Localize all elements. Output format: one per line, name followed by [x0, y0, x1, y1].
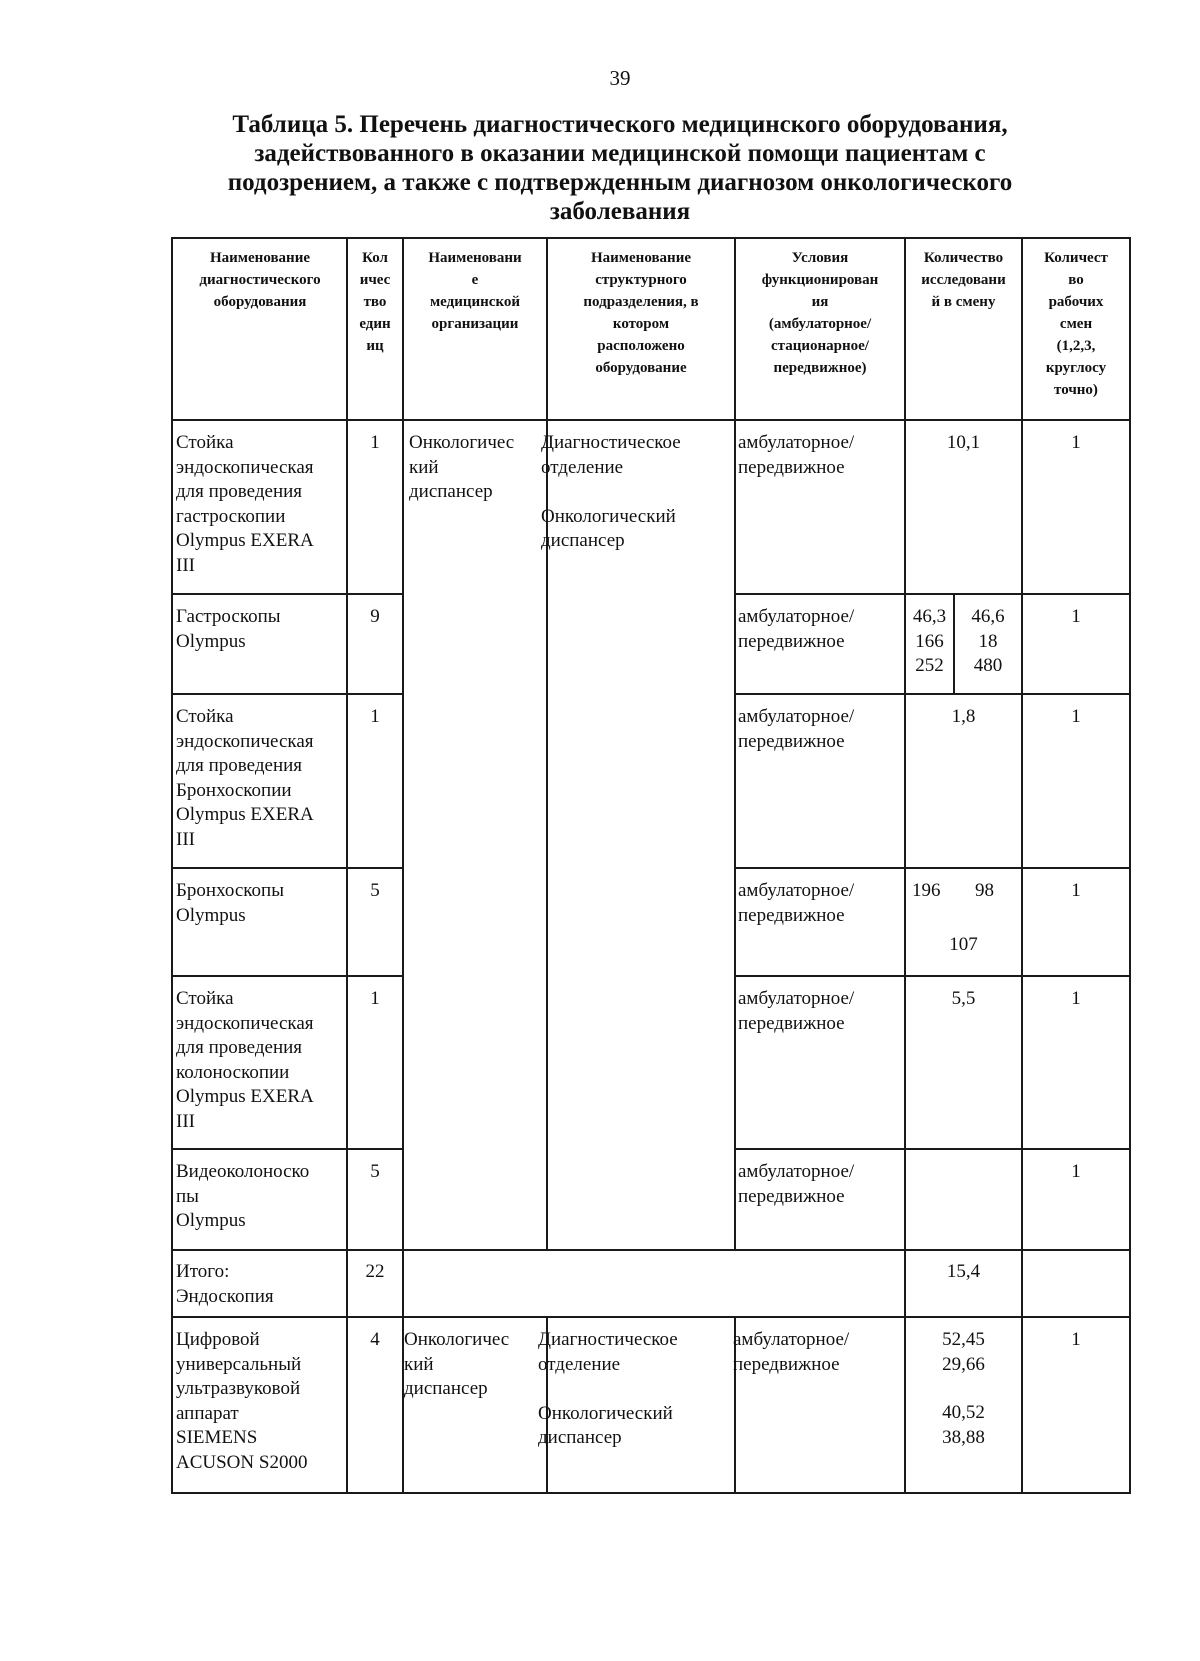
total-quantity: 22: [365, 1261, 385, 1282]
header-quantity: Кол ичес тво един иц: [359, 250, 391, 354]
row-3-shifts: 1: [1071, 706, 1081, 727]
row-2-quantity: 9: [370, 606, 380, 627]
row-5-conditions: амбулаторное/ передвижное: [738, 988, 855, 1034]
row-separator: [171, 693, 402, 695]
column-separator: [346, 237, 348, 1494]
row-separator: [171, 1148, 402, 1150]
row-separator: [171, 1316, 1131, 1318]
row-separator: [734, 693, 1131, 695]
row-5-shifts: 1: [1071, 988, 1081, 1009]
row-separator: [734, 867, 1131, 869]
title-line-2: задействованного в оказании медицинской помощи пациентам с: [254, 140, 986, 167]
row-1-studies: 10,1: [946, 432, 981, 453]
row-1-equipment: Стойка эндоскопическая для проведения гастроскопии Olympus EXERA III: [176, 432, 314, 576]
ultrasound-studies-top: 52,45 29,66: [942, 1329, 985, 1375]
row-2-studies-left: 46,3 166 252: [912, 606, 947, 676]
table-border-top: [171, 237, 1131, 239]
column-separator: [734, 237, 736, 1251]
row-separator: [171, 593, 402, 595]
row-separator: [171, 1249, 1131, 1251]
title-line-4: заболевания: [549, 198, 691, 225]
row-1-shifts: 1: [1071, 432, 1081, 453]
table-title: [165, 110, 1075, 226]
row-4-shifts: 1: [1071, 880, 1081, 901]
row-1-conditions: амбулаторное/ передвижное: [738, 432, 855, 478]
row-separator: [171, 867, 402, 869]
table-border-bottom: [171, 1492, 1131, 1494]
ultrasound-structural-unit: Диагностическое отделение Онкологический диспансер: [538, 1329, 678, 1448]
total-studies: 15,4: [946, 1261, 981, 1282]
ultrasound-equipment: Цифровой универсальный ультразвуковой аппарат SIEMENS ACUSON S2000: [176, 1329, 308, 1473]
row-2-studies-right: 46,6 18 480: [971, 606, 1005, 676]
header-organization: Наименовани е медицинской организации: [428, 250, 522, 332]
ultrasound-studies-bottom: 40,52 38,88: [942, 1402, 985, 1448]
row-3-conditions: амбулаторное/ передвижное: [738, 706, 855, 752]
total-label: Итого: Эндоскопия: [176, 1261, 274, 1307]
row-4-studies-a: 196: [912, 880, 941, 901]
header-shifts: Количест во рабочих смен (1,2,3, круглосу точно): [1044, 250, 1108, 398]
row-2-conditions: амбулаторное/ передвижное: [738, 606, 855, 652]
row-6-equipment: Видеоколоноско пы Olympus: [176, 1161, 310, 1231]
row-separator: [171, 975, 402, 977]
row-6-quantity: 5: [370, 1161, 380, 1182]
header-structural-unit: Наименование структурного подразделения, в котором расположено оборудование: [583, 250, 699, 376]
column-separator: [904, 237, 906, 1494]
column-separator: [402, 237, 404, 1494]
table-border-right: [1129, 237, 1131, 1494]
ultrasound-organization: Онкологичес кий диспансер: [404, 1329, 510, 1399]
row-4-quantity: 5: [370, 880, 380, 901]
row-separator: [734, 593, 1131, 595]
title-line-1: Таблица 5. Перечень диагностического медицинского оборудования,: [232, 111, 1008, 138]
row-3-quantity: 1: [370, 706, 380, 727]
organization-cell: Онкологичес кий диспансер: [409, 432, 515, 502]
row-6-shifts: 1: [1071, 1161, 1081, 1182]
row-5-studies: 5,5: [951, 988, 976, 1009]
row-1-quantity: 1: [370, 432, 380, 453]
row-3-studies: 1,8: [951, 706, 976, 727]
ultrasound-shifts: 1: [1071, 1329, 1081, 1350]
row-6-conditions: амбулаторное/ передвижное: [738, 1161, 855, 1207]
structural-unit-cell: Диагностическое отделение Онкологический диспансер: [541, 432, 681, 551]
row-5-quantity: 1: [370, 988, 380, 1009]
ultrasound-quantity: 4: [370, 1329, 380, 1350]
row-3-equipment: Стойка эндоскопическая для проведения Бронхоскопии Olympus EXERA III: [176, 706, 314, 850]
column-separator: [1021, 237, 1023, 1494]
row-2-equipment: Гастроскопы Olympus: [176, 606, 281, 652]
title-line-3: подозрением, а также с подтвержденным диагнозом онкологического: [227, 169, 1013, 196]
header-studies-per-shift: Количество исследовани й в смену: [921, 250, 1006, 310]
table-border-left: [171, 237, 173, 1494]
row-separator: [734, 975, 1131, 977]
row-4-studies-b: 98: [975, 880, 994, 901]
header-conditions: Условия функционирован ия (амбулаторное/ стационарное/ передвижное): [761, 250, 879, 376]
header-separator: [171, 419, 1131, 421]
row-4-conditions: амбулаторное/ передвижное: [738, 880, 855, 926]
page-number: 39: [609, 66, 631, 90]
row-2-shifts: 1: [1071, 606, 1081, 627]
header-equipment-name: Наименование диагностического оборудования: [199, 250, 321, 310]
column-separator: [546, 237, 548, 1251]
equipment-table: [171, 237, 1131, 1494]
row-separator: [734, 1148, 1131, 1150]
row-4-studies-c: 107: [949, 934, 978, 955]
row-5-equipment: Стойка эндоскопическая для проведения колоноскопии Olympus EXERA III: [176, 988, 314, 1132]
ultrasound-conditions: амбулаторное/ передвижное: [733, 1329, 850, 1375]
row-4-equipment: Бронхоскопы Olympus: [176, 880, 284, 926]
